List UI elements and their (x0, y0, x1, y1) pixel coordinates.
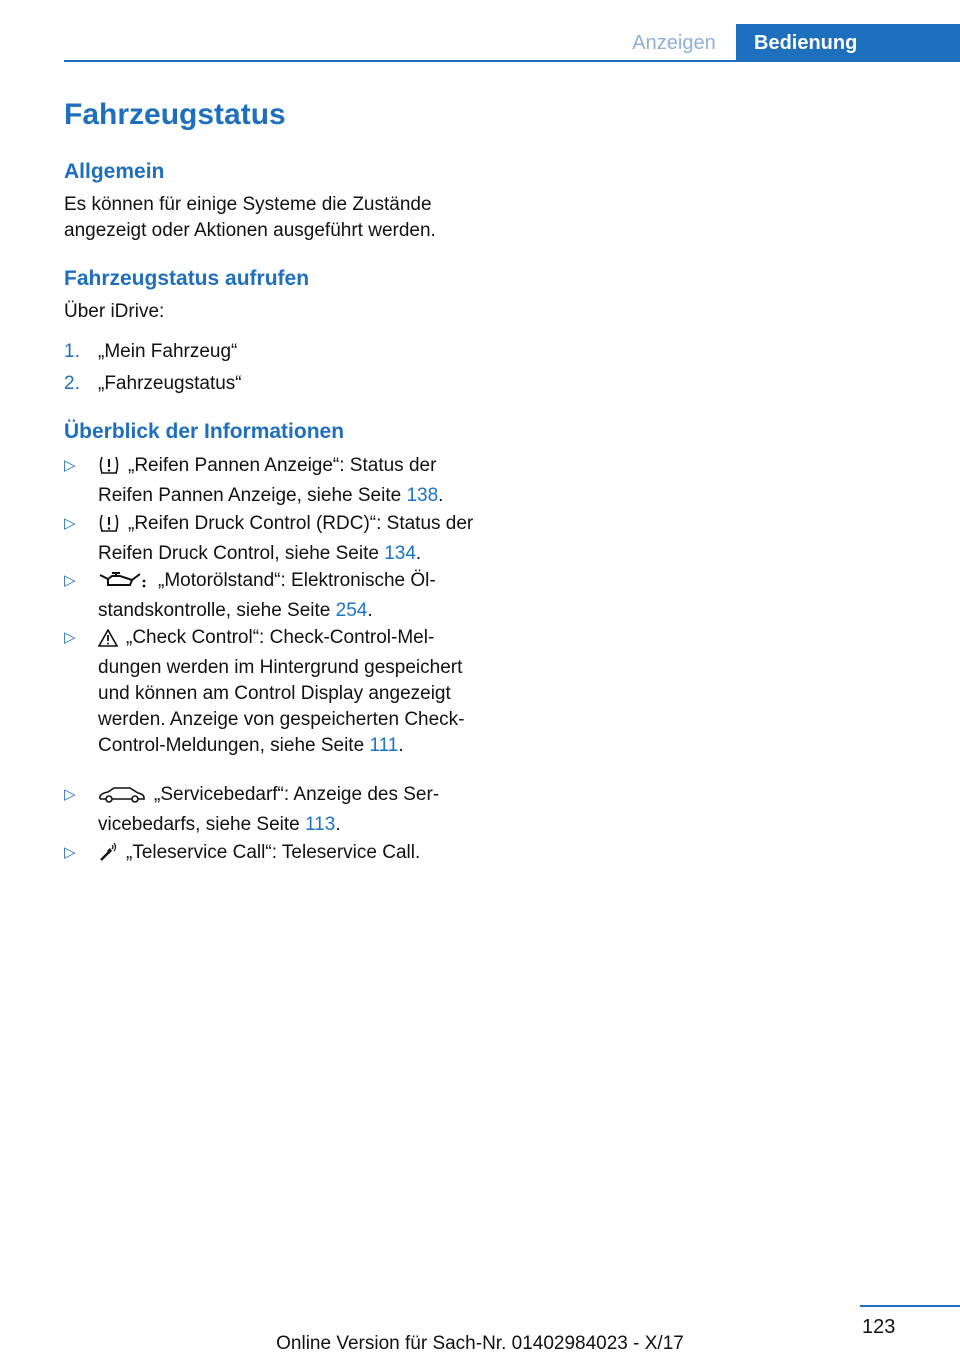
steps-list (64, 339, 484, 403)
step-number: 2. (64, 373, 80, 394)
footer-rule (860, 1305, 960, 1307)
page-link[interactable]: 134 (384, 543, 416, 564)
page-link[interactable]: 138 (406, 485, 439, 506)
step-number: 1. (64, 341, 80, 362)
bullet-icon: ▷ (64, 629, 76, 646)
aufrufen-intro: Über iDrive: (64, 301, 165, 322)
page-title: Fahrzeugstatus (64, 98, 286, 131)
step-text: „Mein Fahrzeug“ (98, 341, 238, 362)
heading-ueberblick: Überblick der Informationen (64, 420, 345, 443)
warning-triangle-icon (98, 629, 118, 655)
tire-pressure-icon (98, 455, 120, 483)
item-text: „Teleservice Call“: Teleservice Call. (126, 842, 421, 863)
page-number: 123 (862, 1316, 896, 1338)
footer-text: Online Version für Sach-Nr. 01402984023 - X/17 (276, 1333, 684, 1354)
item-text: „Reifen Pannen Anzeige“: Status der Reifen Pannen Anzeige, siehe Seite (98, 455, 437, 506)
list-item (64, 371, 484, 403)
tab-bedienung[interactable]: Bedienung (736, 24, 960, 62)
bullet-icon: ▷ (64, 786, 76, 803)
item-text: „Servicebedarf“: Anzeige des Servicebedarfs, siehe Seite (98, 784, 440, 835)
page-link[interactable]: 113 (305, 814, 336, 835)
wrench-signal-icon (98, 842, 118, 870)
page-link[interactable]: 254 (335, 600, 368, 621)
bullet-icon: ▷ (64, 457, 76, 474)
step-text: „Fahrzeugstatus“ (98, 373, 242, 394)
bullet-icon: ▷ (64, 572, 76, 589)
oil-can-icon (98, 570, 150, 598)
heading-allgemein: Allgemein (64, 160, 165, 183)
item-text: „Reifen Druck Control (RDC)“: Status der Reifen Druck Control, siehe Seite (98, 513, 474, 564)
bullet-icon: ▷ (64, 844, 76, 861)
tire-pressure-icon (98, 513, 120, 541)
item-text: „Check Control“: Check-Control-Meldungen werden im Hintergrund gespeichert und können am Control Display angezeigt werden. Anzeige von gespeicherten Check-Control-Meldungen, siehe Seite (98, 627, 465, 756)
heading-aufrufen: Fahrzeugstatus aufrufen (64, 267, 310, 290)
item-text: „Motorölstand“: Elektronische Ölstandskontrolle, siehe Seite (98, 570, 436, 621)
page-link[interactable]: 111 (369, 735, 399, 756)
bullet-icon: ▷ (64, 515, 76, 532)
car-service-icon (98, 786, 146, 812)
list-item (64, 339, 484, 371)
tab-anzeigen[interactable]: Anzeigen (632, 32, 716, 54)
allgemein-text: Es können für einige Systeme die Zustände angezeigt oder Aktionen ausgeführt werden. (64, 194, 436, 241)
